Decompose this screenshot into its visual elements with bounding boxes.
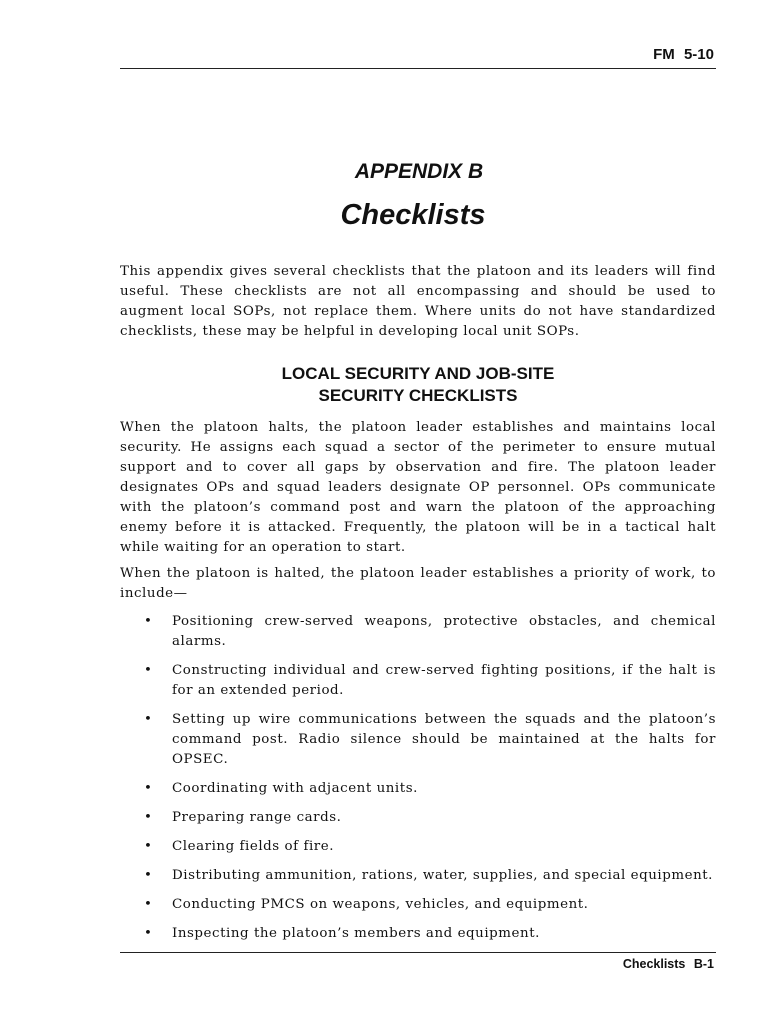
bullet-icon: • <box>144 614 153 629</box>
bullet-icon: • <box>144 712 153 727</box>
bullet-icon: • <box>144 897 153 912</box>
list-item-text: Conducting PMCS on weapons, vehicles, and equipment. <box>172 897 589 912</box>
list-item <box>120 779 716 799</box>
list-item-text: Setting up wire communications between the squads and the platoon’s command post. Radio silence should be maintained at the halts for OPSEC. <box>172 712 716 767</box>
list-item <box>120 661 716 701</box>
bullet-icon: • <box>144 868 153 883</box>
list-item-text: Clearing fields of fire. <box>172 839 335 854</box>
list-item <box>120 924 716 944</box>
section-heading <box>0 363 768 407</box>
bullet-icon: • <box>144 781 153 796</box>
list-item-text: Positioning crew-served weapons, protective obstacles, and chemical alarms. <box>172 614 716 649</box>
running-footer: Checklists B-1 <box>622 957 714 971</box>
section-heading-line-1: LOCAL SECURITY AND JOB-SITE <box>281 364 555 383</box>
bullet-icon: • <box>144 663 153 678</box>
priority-of-work-paragraph: When the platoon is halted, the platoon leader establishes a priority of work, to include— <box>120 566 716 601</box>
footer-rule <box>120 952 716 953</box>
intro-paragraph: This appendix gives several checklists that the platoon and its leaders will find useful. These checklists are not all encompassing and should be used to augment local SOPs, not replace them. Where units do not have standardized checklists, these may be helpful in developing local unit SOPs. <box>120 264 716 339</box>
appendix-label: APPENDIX B <box>354 160 484 183</box>
header-rule <box>120 68 716 69</box>
list-item-text: Preparing range cards. <box>172 810 342 825</box>
list-item <box>120 710 716 770</box>
bullet-icon: • <box>144 810 153 825</box>
list-item <box>120 866 716 886</box>
list-item-text: Distributing ammunition, rations, water, supplies, and special equipment. <box>172 868 713 883</box>
bullet-icon: • <box>144 926 153 941</box>
list-item-text: Coordinating with adjacent units. <box>172 781 418 796</box>
list-item <box>120 808 716 828</box>
list-item <box>120 837 716 857</box>
list-item <box>120 612 716 652</box>
list-item <box>120 895 716 915</box>
halt-security-paragraph: When the platoon halts, the platoon leader establishes and maintains local security. He assigns each squad a sector of the perimeter to ensure mutual support and to cover all gaps by observation and fire. The platoon leader designates OPs and squad leaders designate OP personnel. OPs communicate with the platoon’s command post and warn the platoon of the approaching enemy before it is attacked. Frequently, the platoon will be in a tactical halt while waiting for an operation to start. <box>120 420 716 555</box>
section-heading-line-2: SECURITY CHECKLISTS <box>318 386 518 405</box>
list-item-text: Inspecting the platoon’s members and equipment. <box>172 926 540 941</box>
page-title: Checklists <box>340 199 486 231</box>
list-item-text: Constructing individual and crew-served fighting positions, if the halt is for an extended period. <box>172 663 716 698</box>
running-header: FM 5-10 <box>653 46 714 63</box>
bullet-icon: • <box>144 839 153 854</box>
priority-of-work-list <box>120 612 716 953</box>
